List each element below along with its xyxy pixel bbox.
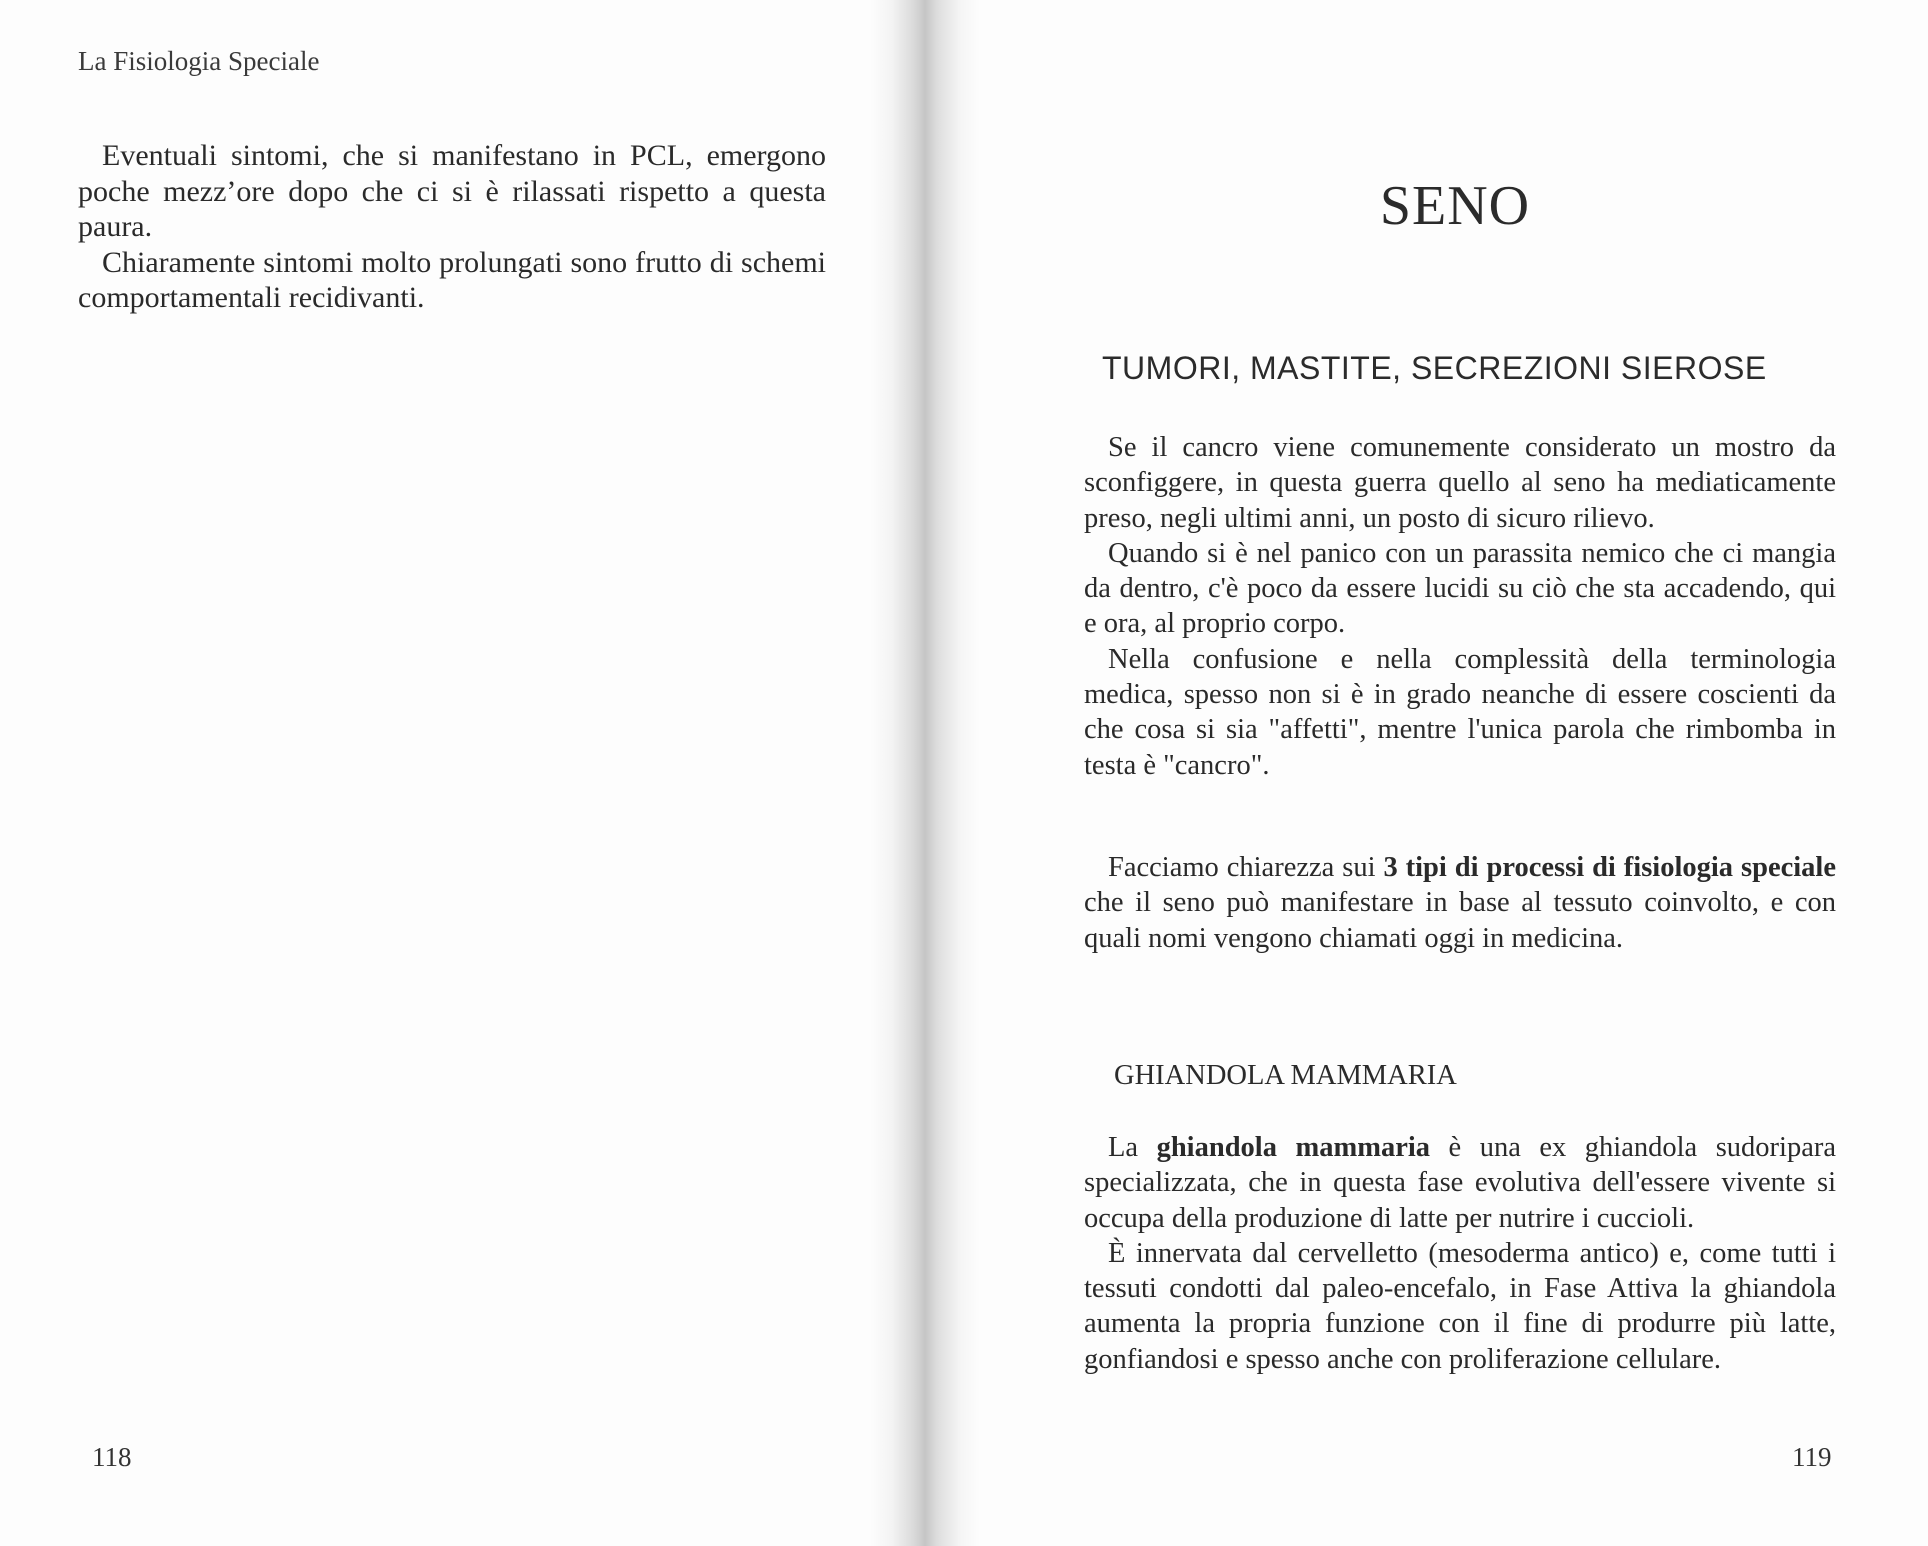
paragraph: Chiaramente sintomi molto prolungati sono frutto di schemi comportamentali recidivanti. bbox=[78, 245, 826, 314]
types-text bbox=[1084, 850, 1836, 956]
chapter-title: SENO bbox=[1379, 175, 1531, 237]
paragraph: Se il cancro viene comunemente considerato un mostro da sconfiggere, in questa guerra quello al seno ha mediaticamente preso, negli ultimi anni, un posto di sicuro rilievo. bbox=[1084, 432, 1836, 534]
running-header: La Fisiologia Speciale bbox=[78, 46, 320, 76]
paragraph: Nella confusione e nella complessità della terminologia medica, spesso non si è in grado neanche di essere coscienti da che cosa si sia "affetti", mentre l'unica parola che rimbomba in testa è "cancro". bbox=[1084, 643, 1836, 781]
text-run: che il seno può manifestare in base al tessuto coinvolto, e con quali nomi vengono chiamati oggi in medicina. bbox=[1084, 887, 1836, 954]
left-page-body bbox=[78, 138, 826, 316]
gland-text bbox=[1084, 1130, 1836, 1377]
page-number: 119 bbox=[1792, 1442, 1832, 1472]
paragraph: È innervata dal cervelletto (mesoderma antico) e, come tutti i tessuti condotti dal paleo-encefalo, in Fase Attiva la ghiandola aumenta la propria funzione con il fine di produrre più latte, gonfiandosi e spesso anche con proliferazione cellulare. bbox=[1084, 1237, 1836, 1375]
paragraph bbox=[1084, 1130, 1836, 1236]
page-number: 118 bbox=[92, 1442, 132, 1472]
intro-text bbox=[1084, 430, 1836, 783]
paragraph: Quando si è nel panico con un parassita nemico che ci mangia da dentro, c'è poco da essere lucidi su ciò che sta accadendo, qui e ora, al proprio corpo. bbox=[1084, 537, 1836, 640]
text-run: La bbox=[1108, 1132, 1157, 1163]
text-run: è una ex ghiandola sudoripara specializzata, che in questa fase evolutiva dell'essere vivente si occupa della produzione di latte per nutrire i cuccioli. bbox=[1084, 1132, 1836, 1234]
left-page bbox=[0, 0, 900, 1546]
paragraph bbox=[1084, 850, 1836, 956]
text-run: Facciamo chiarezza sui bbox=[1108, 852, 1384, 883]
bold-text: ghiandola mammaria bbox=[1156, 1132, 1431, 1163]
paragraph: Eventuali sintomi, che si manifestano in PCL, emergono poche mezz’ore dopo che ci si è rilassati rispetto a questa paura. bbox=[78, 139, 826, 243]
right-page bbox=[960, 0, 1928, 1546]
section-title: TUMORI, MASTITE, SECREZIONI SIEROSE bbox=[1102, 350, 1767, 386]
sub-heading: GHIANDOLA MAMMARIA bbox=[1114, 1060, 1457, 1091]
bold-text: 3 tipi di processi di fisiologia speciale bbox=[1383, 852, 1836, 883]
